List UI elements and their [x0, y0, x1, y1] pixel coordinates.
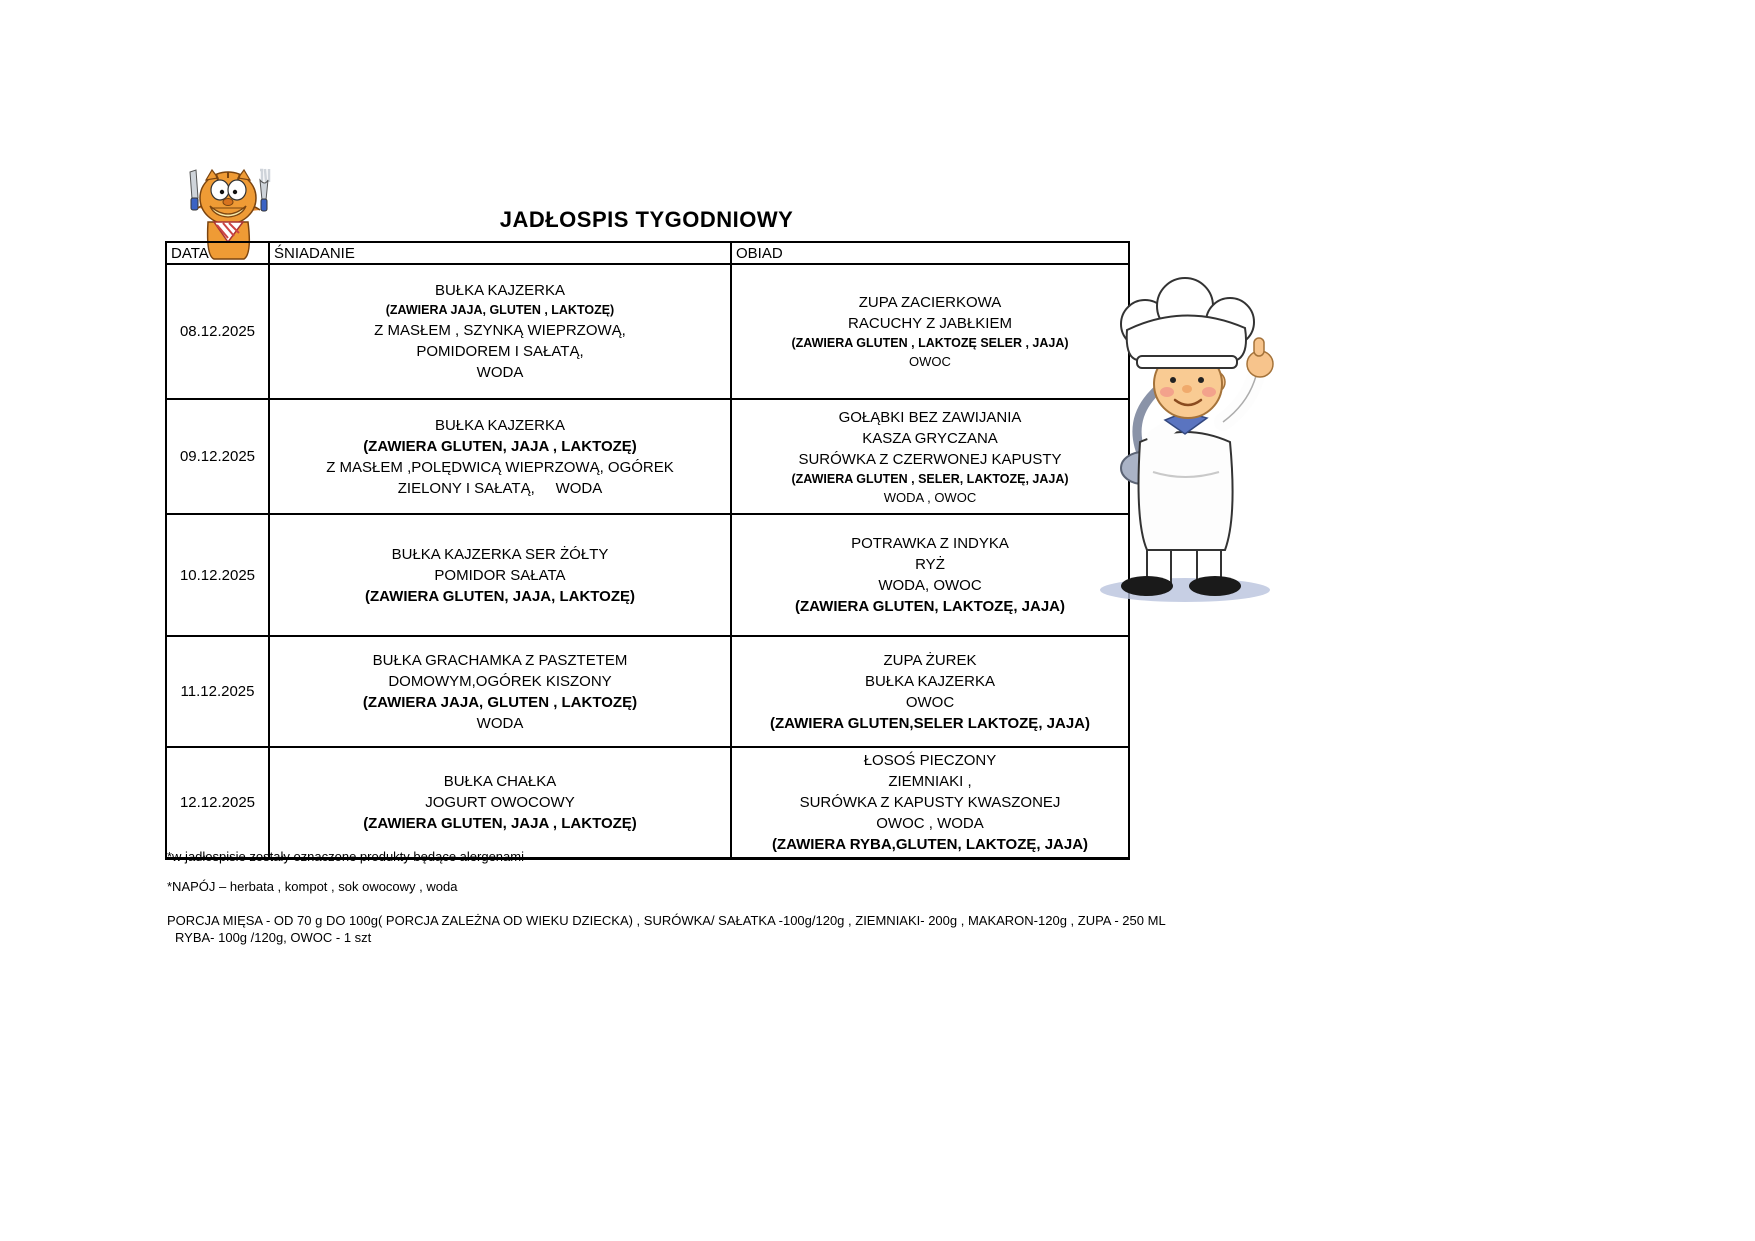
table-row: [166, 514, 1129, 636]
menu-line: BUŁKA KAJZERKA: [434, 416, 566, 434]
menu-line: SURÓWKA Z CZERWONEJ KAPUSTY: [798, 450, 1062, 468]
menu-line: (ZAWIERA GLUTEN,SELER LAKTOZĘ, JAJA): [769, 714, 1090, 732]
footnote-portions-2: RYBA- 100g /120g, OWOC - 1 szt: [175, 930, 372, 945]
menu-line: OWOC: [905, 693, 955, 711]
menu-line: (ZAWIERA GLUTEN, LAKTOZĘ, JAJA): [795, 598, 1065, 615]
menu-line: WODA: [476, 364, 524, 381]
menu-line: JOGURT OWOCOWY: [425, 794, 575, 811]
menu-line: WODA: [476, 714, 524, 732]
dinner-cell: [731, 636, 1129, 747]
column-header-obiad: OBIAD: [731, 242, 1129, 264]
fork-icon: [260, 169, 269, 211]
date-cell: 10.12.2025: [166, 514, 269, 636]
menu-line: ŁOSOŚ PIECZONY: [863, 752, 997, 769]
breakfast-cell: [269, 514, 731, 636]
menu-line: ZIELONY I SAŁATĄ, WODA: [397, 479, 603, 497]
menu-line: GOŁĄBKI BEZ ZAWIJANIA: [838, 408, 1022, 426]
menu-line: (ZAWIERA GLUTEN, JAJA, LAKTOZĘ): [365, 587, 635, 605]
dinner-cell: [731, 514, 1129, 636]
menu-line: OWOC: [909, 354, 951, 369]
page-title: JADŁOSPIS TYGODNIOWY: [499, 207, 794, 232]
menu-table: [165, 241, 1130, 860]
menu-line: WODA , OWOC: [883, 489, 977, 505]
header-row: [166, 242, 1129, 264]
breakfast-cell: [269, 399, 731, 514]
menu-line: (ZAWIERA GLUTEN , LAKTOZĘ SELER , JAJA): [791, 336, 1069, 350]
chef-hat-icon: [1121, 278, 1254, 368]
menu-line: WODA, OWOC: [878, 577, 982, 594]
menu-line: (ZAWIERA GLUTEN , SELER, LAKTOZĘ, JAJA): [791, 471, 1069, 486]
menu-line: ZIEMNIAKI ,: [888, 773, 972, 790]
table-row: [166, 747, 1129, 859]
knife-icon: [190, 170, 198, 210]
menu-line: OWOC , WODA: [876, 815, 984, 832]
column-header-data: DATA: [166, 242, 269, 264]
table-row: [166, 636, 1129, 747]
menu-line: BUŁKA KAJZERKA SER ŻÓŁTY: [391, 545, 609, 563]
chef-image: [1085, 272, 1300, 607]
menu-line: RACUCHY Z JABŁKIEM: [848, 315, 1012, 332]
menu-line: (ZAWIERA JAJA, GLUTEN , LAKTOZĘ): [362, 693, 638, 711]
menu-line: POTRAWKA Z INDYKA: [851, 535, 1009, 552]
menu-rows: [166, 264, 1129, 859]
column-header-sniadanie: ŚNIADANIE: [269, 242, 731, 264]
breakfast-cell: [269, 636, 731, 747]
menu-line: BUŁKA GRACHAMKA Z PASZTETEM: [372, 651, 628, 669]
date-cell: 09.12.2025: [166, 399, 269, 514]
menu-line: DOMOWYM,OGÓREK KISZONY: [388, 672, 612, 690]
menu-line: BUŁKA CHAŁKA: [443, 773, 557, 790]
menu-line: POMIDOREM I SAŁATĄ,: [416, 343, 584, 360]
dinner-cell: [731, 747, 1129, 859]
date-cell: 11.12.2025: [166, 636, 269, 747]
menu-line: (ZAWIERA GLUTEN, JAJA , LAKTOZĘ): [363, 437, 637, 455]
menu-line: BUŁKA KAJZERKA: [864, 672, 996, 690]
footnotes: [167, 849, 1377, 946]
menu-line: (ZAWIERA JAJA, GLUTEN , LAKTOZĘ): [385, 303, 615, 317]
menu-line: BUŁKA KAJZERKA: [434, 282, 566, 299]
menu-line: Z MASŁEM , SZYNKĄ WIEPRZOWĄ,: [374, 322, 626, 339]
menu-line: (ZAWIERA GLUTEN, JAJA , LAKTOZĘ): [363, 815, 637, 832]
date-cell: 08.12.2025: [166, 264, 269, 399]
breakfast-cell: [269, 747, 731, 859]
date-cell: 12.12.2025: [166, 747, 269, 859]
menu-line: Z MASŁEM ,POLĘDWICĄ WIEPRZOWĄ, OGÓREK: [326, 458, 674, 476]
chef-icon: [1085, 272, 1300, 607]
thumbs-up-icon: [1247, 338, 1273, 377]
footnote-drinks: *NAPÓJ – herbata , kompot , sok owocowy , woda: [167, 879, 458, 894]
dinner-cell: [731, 399, 1129, 514]
breakfast-cell: [269, 264, 731, 399]
footnote-portions: PORCJA MIĘSA - OD 70 g DO 100g( PORCJA ZALEŻNA OD WIEKU DZIECKA) , SURÓWKA/ SAŁATKA -100g/120g , ZIEMNIAKI- 200g , MAKARON-120g , ZUPA - 250 ML: [167, 913, 1166, 928]
table-row: [166, 399, 1129, 514]
menu-line: ZUPA ŻUREK: [883, 651, 977, 669]
menu-line: SURÓWKA Z KAPUSTY KWASZONEJ: [799, 794, 1061, 811]
menu-line: RYŻ: [915, 556, 945, 573]
dinner-cell: [731, 264, 1129, 399]
table-row: [166, 264, 1129, 399]
menu-line: POMIDOR SAŁATA: [434, 566, 566, 584]
menu-line: ZUPA ZACIERKOWA: [858, 294, 1002, 311]
menu-line: KASZA GRYCZANA: [862, 429, 998, 447]
footnote-allergens: *w jadłospisie zostały oznaczone produkty będące alergenami: [167, 849, 524, 864]
menu-line: (ZAWIERA RYBA,GLUTEN, LAKTOZĘ, JAJA): [771, 836, 1089, 853]
